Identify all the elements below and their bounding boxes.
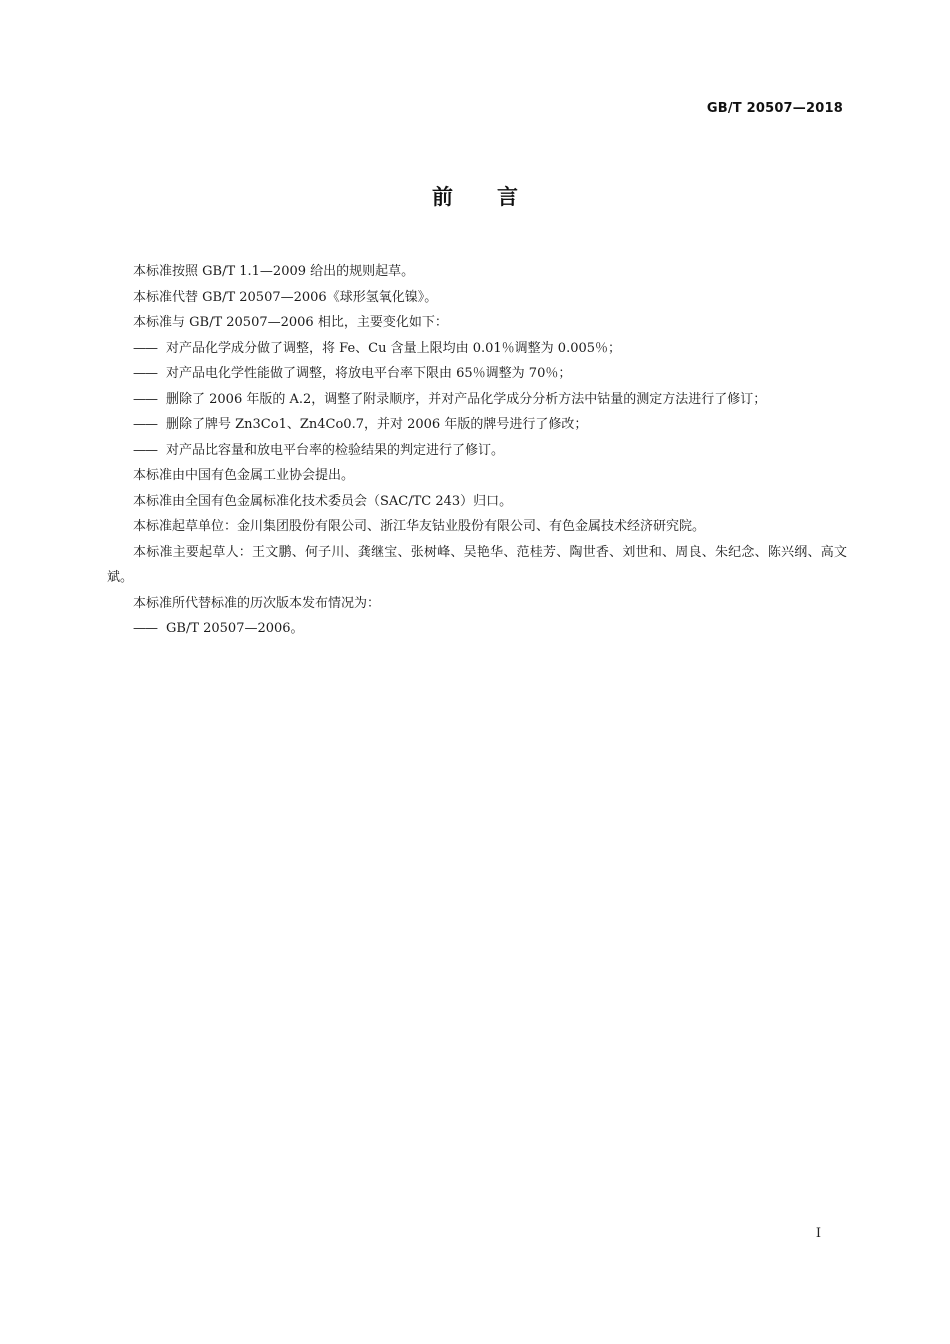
change-item-text: 删除了 2006 年版的 A.2，调整了附录顺序，并对产品化学成分分析方法中钴量的测定方法进行了修订； xyxy=(166,391,767,407)
dash-marker: —— xyxy=(133,391,157,407)
paragraph-drafters: 本标准主要起草人：王文鹏、何子川、龚继宝、张树峰、吴艳华、范桂芳、陶世香、刘世和、周良、朱纪念、陈兴纲、高文斌。 xyxy=(107,544,847,585)
page-title: 前言 xyxy=(432,185,562,209)
standard-number: GB/T 20507—2018 xyxy=(706,101,843,116)
change-item xyxy=(133,336,847,362)
change-item xyxy=(133,438,847,464)
change-item xyxy=(133,387,847,413)
paragraph-technical-committee: 本标准由全国有色金属标准化技术委员会（SAC/TC 243）归口。 xyxy=(133,493,513,509)
paragraph-proposer: 本标准由中国有色金属工业协会提出。 xyxy=(133,468,355,483)
paragraph-changes-intro: 本标准与 GB/T 20507—2006 相比，主要变化如下： xyxy=(133,315,448,330)
dash-marker: —— xyxy=(133,417,157,432)
change-item xyxy=(133,361,847,387)
history-item xyxy=(133,616,847,642)
page-number: I xyxy=(815,1226,821,1241)
document-body xyxy=(107,259,847,642)
dash-marker: —— xyxy=(133,366,157,381)
paragraph-history-intro: 本标准所代替标准的历次版本发布情况为： xyxy=(133,595,381,611)
change-item-text: 对产品比容量和放电平台率的检验结果的判定进行了修订。 xyxy=(166,442,505,458)
paragraph-replaces: 本标准代替 GB/T 20507—2006《球形氢氧化镍》。 xyxy=(133,289,438,305)
history-item-text: GB/T 20507—2006。 xyxy=(166,621,304,636)
change-item xyxy=(133,412,847,438)
change-item-text: 删除了牌号 Zn3Co1、Zn4Co0.7，并对 2006 年版的牌号进行了修改； xyxy=(166,417,588,432)
change-item-text: 对产品电化学性能做了调整，将放电平台率下限由 65％调整为 70％； xyxy=(166,366,572,381)
dash-marker: —— xyxy=(133,442,157,458)
paragraph-drafting-rules: 本标准按照 GB/T 1.1—2009 给出的规则起草。 xyxy=(133,264,415,279)
dash-marker: —— xyxy=(133,340,157,356)
change-item-text: 对产品化学成分做了调整，将 Fe、Cu 含量上限均由 0.01％调整为 0.005％； xyxy=(166,340,622,356)
paragraph-drafting-units: 本标准起草单位：金川集团股份有限公司、浙江华友钴业股份有限公司、有色金属技术经济研究院。 xyxy=(133,519,706,534)
dash-marker: —— xyxy=(133,621,157,636)
